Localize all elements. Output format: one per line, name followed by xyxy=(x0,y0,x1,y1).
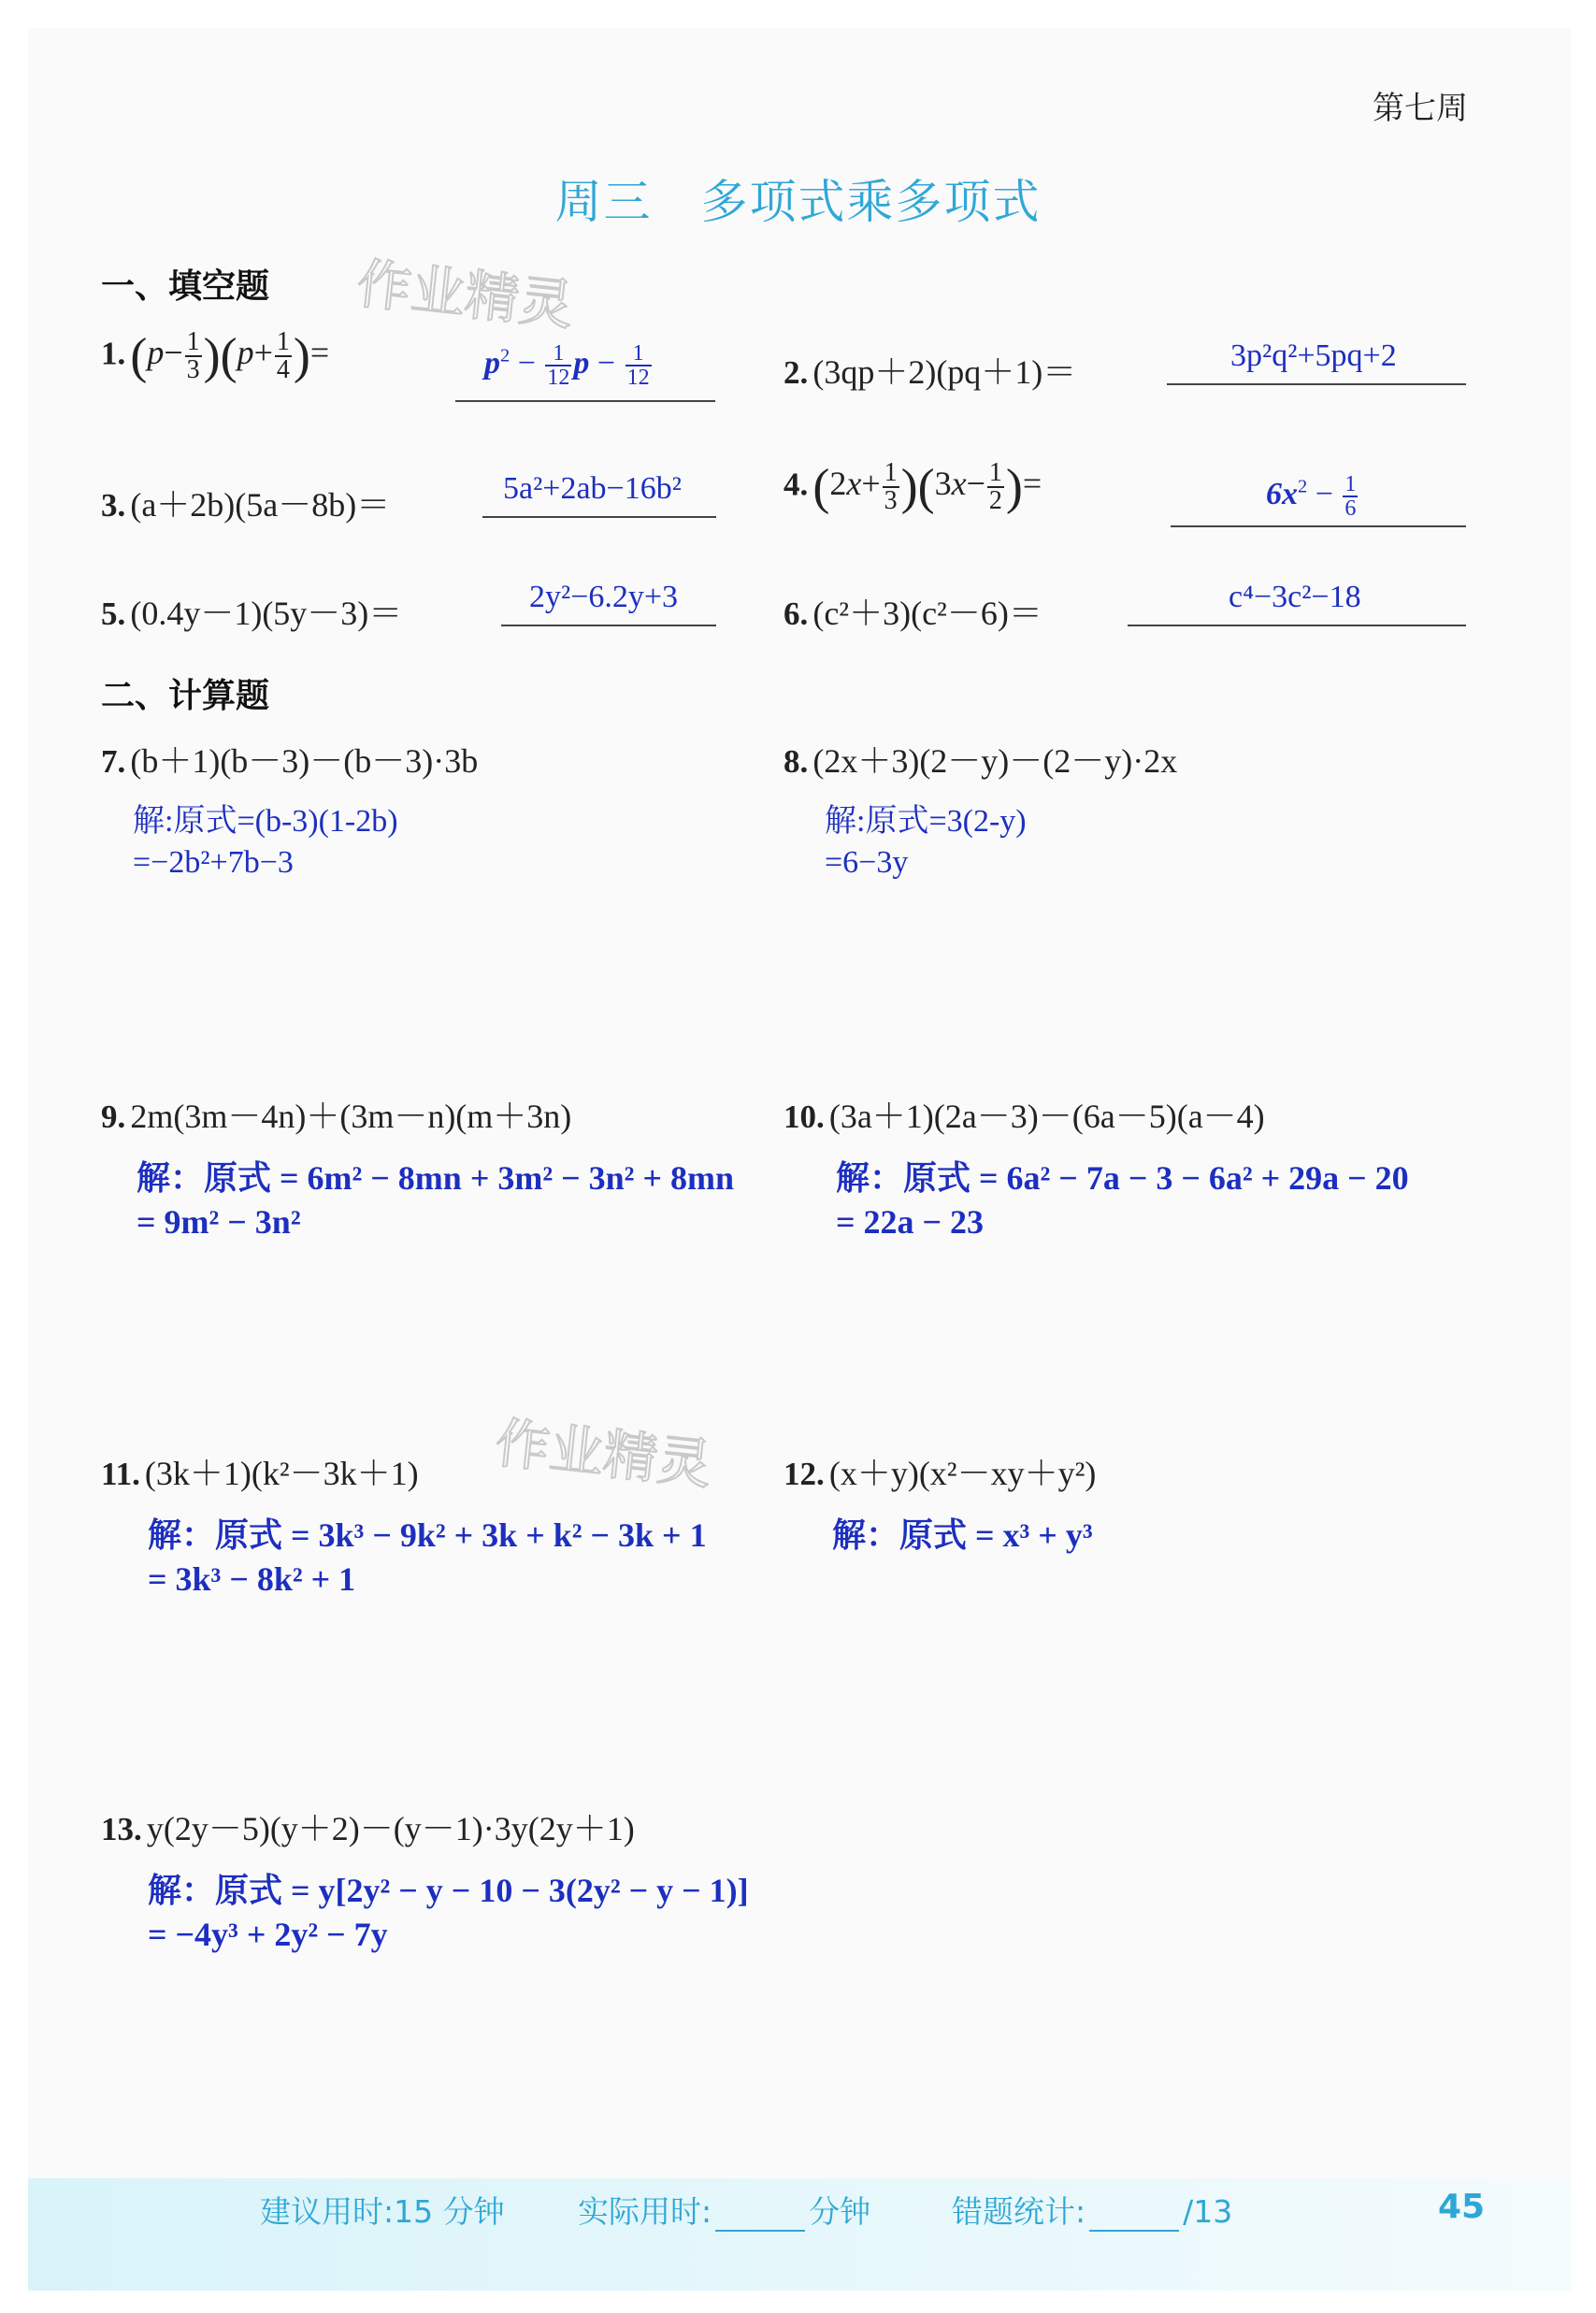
solution-line-1: 解：原式 = 3k³ − 9k² + 3k + k² − 3k + 1 xyxy=(148,1516,707,1554)
suggested-time: 建议用时:15 分钟 xyxy=(260,2193,505,2230)
solution-line-2: =−2b²+7b−3 xyxy=(133,845,294,880)
question-expression: (3k＋1)(k²－3k＋1) xyxy=(144,1455,419,1492)
question-expression: 2m(3m－4n)＋(3m－n)(m＋3n) xyxy=(130,1098,572,1135)
question-expression: (x＋y)(x²－xy＋y²) xyxy=(828,1455,1097,1492)
answer-blank[interactable] xyxy=(455,400,715,402)
question-1 xyxy=(101,327,329,385)
section-fill-heading: 一、填空题 xyxy=(101,267,270,306)
answer-blank[interactable] xyxy=(1171,525,1466,527)
answer-q5: 2y²−6.2y+3 xyxy=(529,580,679,614)
week-label: 第七周 xyxy=(1373,90,1468,127)
answer-q4: $6x^2$ − $\frac{1}{6}$ xyxy=(1266,472,1357,521)
question-9 xyxy=(101,1090,571,1138)
actual-time-blank[interactable] xyxy=(715,2204,805,2232)
error-count xyxy=(952,2188,1232,2232)
question-number: 9. xyxy=(101,1099,126,1135)
answer-blank[interactable] xyxy=(482,516,716,518)
solution-line-1: 解：原式 = y[2y² − y − 10 − 3(2y² − y − 1)] xyxy=(148,1872,749,1909)
question-number: 8. xyxy=(784,743,809,780)
question-expression: (b＋1)(b－3)－(b－3)·3b xyxy=(130,742,479,780)
question-number: 7. xyxy=(101,743,126,780)
answer-blank[interactable] xyxy=(1167,383,1466,385)
question-number: 11. xyxy=(101,1456,140,1492)
question-3 xyxy=(101,479,390,526)
answer-q6: c⁴−3c²−18 xyxy=(1229,580,1361,614)
actual-time-label: 实际用时: xyxy=(578,2193,712,2230)
question-expression: (0.4y－1)(5y－3)＝ xyxy=(130,595,403,632)
question-number: 2. xyxy=(784,354,809,391)
question-expression: (3qp＋2)(pq＋1)＝ xyxy=(812,353,1077,391)
question-expression: (2x＋3)(2－y)－(2－y)·2x xyxy=(812,742,1178,780)
solution-line-2: = 3k³ − 8k² + 1 xyxy=(148,1560,356,1598)
question-expression: (c²＋3)(c²－6)＝ xyxy=(812,595,1042,632)
question-11 xyxy=(101,1447,419,1495)
solution-line-2: = −4y³ + 2y² − 7y xyxy=(148,1916,388,1953)
error-count-label: 错题统计: xyxy=(952,2193,1086,2230)
question-5 xyxy=(101,587,402,635)
solution-line-2: =6−3y xyxy=(825,845,909,880)
solution-line-1: 解：原式 = 6a² − 7a − 3 − 6a² + 29a − 20 xyxy=(836,1159,1409,1197)
page-number: 45 xyxy=(1438,2188,1486,2226)
question-expression: (3a＋1)(2a－3)－(6a－5)(a－4) xyxy=(828,1098,1265,1135)
question-number: 5. xyxy=(101,596,126,632)
actual-time xyxy=(578,2188,870,2232)
question-number: 4. xyxy=(784,466,809,503)
solution-line-1: 解：原式 = x³ + y³ xyxy=(832,1516,1093,1554)
watermark: 作业精灵 xyxy=(353,251,577,338)
question-12 xyxy=(784,1447,1096,1495)
question-expression: (2x+ $\frac{1}{3}$ )(3x− $\frac{1}{2}$ )= xyxy=(812,458,1042,515)
solution-line-2: = 22a − 23 xyxy=(836,1203,985,1241)
question-13 xyxy=(101,1803,635,1850)
question-number: 6. xyxy=(784,596,809,632)
page-title: 周三 多项式乘多项式 xyxy=(554,175,1042,229)
question-7 xyxy=(101,735,478,783)
solution-line-1: 解：原式 = 6m² − 8mn + 3m² − 3n² + 8mn xyxy=(137,1159,734,1197)
answer-q3: 5a²+2ab−16b² xyxy=(503,471,682,506)
actual-time-unit: 分钟 xyxy=(809,2193,871,2230)
question-4 xyxy=(784,458,1042,516)
error-count-blank[interactable] xyxy=(1089,2204,1179,2232)
question-6 xyxy=(784,587,1042,635)
question-8 xyxy=(784,735,1177,783)
question-number: 3. xyxy=(101,487,126,524)
question-expression: (a＋2b)(5a－8b)＝ xyxy=(130,486,391,524)
question-number: 1. xyxy=(101,335,126,372)
watermark: 作业精灵 xyxy=(492,1411,715,1497)
section-calc-heading: 二、计算题 xyxy=(101,677,270,715)
answer-blank[interactable] xyxy=(501,625,716,626)
question-10 xyxy=(784,1090,1265,1138)
error-count-total: /13 xyxy=(1183,2193,1233,2230)
question-expression: (p− $\frac{1}{3}$ )(p+ $\frac{1}{4}$ )= xyxy=(130,327,330,384)
answer-q1: $p^2$ − $\frac{1}{12}$ p − $\frac{1}{12}$ xyxy=(484,341,650,390)
solution-line-1: 解:原式=(b-3)(1-2b) xyxy=(133,804,398,839)
question-expression: y(2y－5)(y＋2)－(y－1)·3y(2y＋1) xyxy=(146,1810,635,1847)
solution-line-2: = 9m² − 3n² xyxy=(137,1203,301,1241)
solution-line-1: 解:原式=3(2-y) xyxy=(825,804,1027,839)
question-number: 13. xyxy=(101,1811,142,1847)
question-number: 10. xyxy=(784,1099,825,1135)
answer-blank[interactable] xyxy=(1128,625,1466,626)
question-2 xyxy=(784,346,1076,394)
answer-q2: 3p²q²+5pq+2 xyxy=(1230,338,1397,373)
question-number: 12. xyxy=(784,1456,825,1492)
